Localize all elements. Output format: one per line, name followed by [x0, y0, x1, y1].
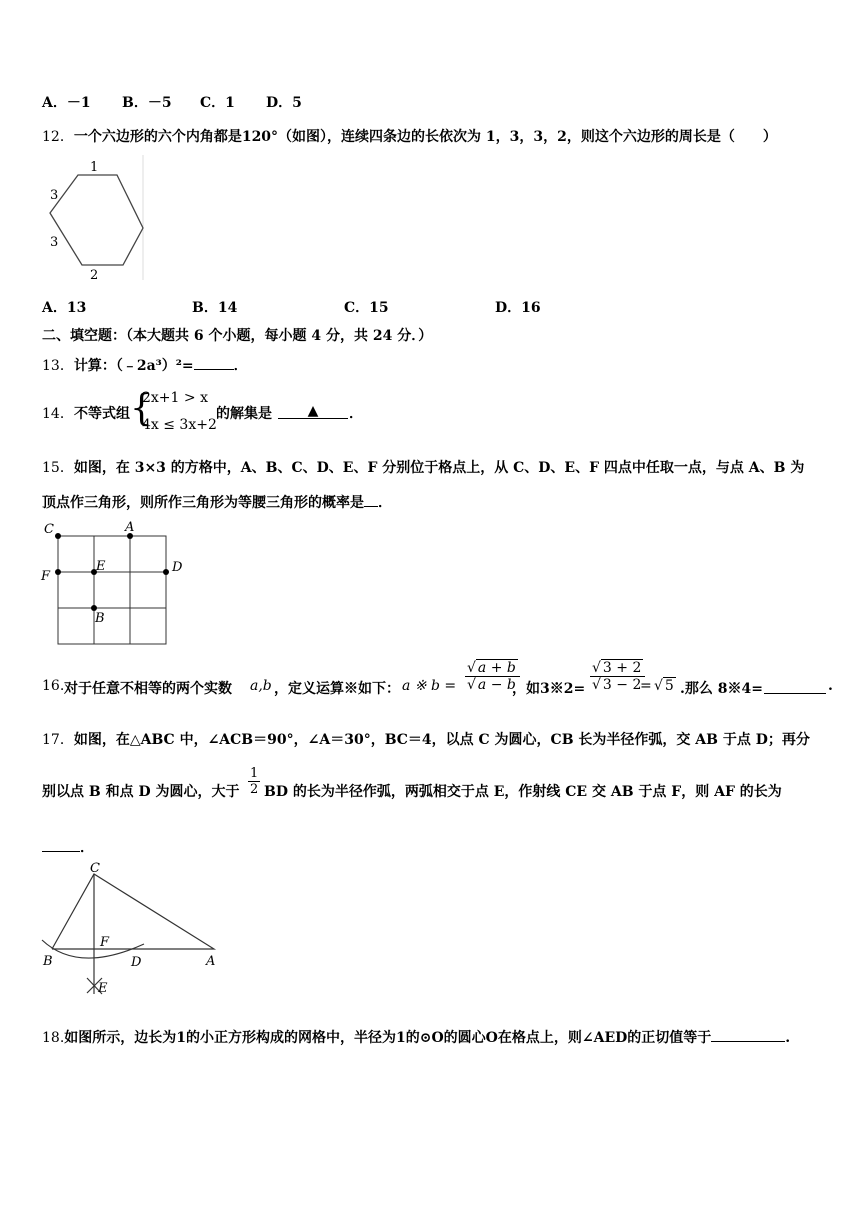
q11-options: [42, 92, 302, 112]
q18-text: 如图所示，边长为1的小正方形构成的网格中，半径为1的⊙O的圆心O在格点上，则∠AED的正切值等于: [64, 1030, 712, 1046]
q13-answer-blank[interactable]: [194, 354, 234, 370]
triangle-abc: [52, 874, 214, 949]
q12-options: [42, 297, 541, 317]
hexagon-label-upper-left: 3: [50, 188, 59, 203]
q16-ex-den: 3 − 2: [602, 677, 642, 693]
q17-end: ．: [80, 840, 94, 856]
q12-hexagon-figure: [40, 155, 146, 280]
label-f: F: [100, 935, 110, 950]
q13-text: 计算：（﹣2a³）²=: [73, 358, 194, 374]
q17-number: 17．: [42, 732, 74, 748]
q12-option-b: B．14: [192, 300, 238, 316]
q12-option-a: A．13: [42, 300, 87, 316]
q16-text-b: ，定义运算※如下：: [274, 681, 400, 697]
label-a: A: [206, 954, 216, 969]
q15-text-2: 顶点作三角形，则所作三角形为等腰三角形的概率是: [42, 495, 364, 511]
q13-end: ．: [233, 358, 248, 374]
label-c: C: [44, 522, 54, 537]
q18-answer-blank[interactable]: [711, 1026, 785, 1042]
label-d: D: [131, 955, 142, 970]
q14-number: 14．: [42, 406, 74, 422]
q15-answer-blank[interactable]: [364, 491, 378, 507]
point-c: [55, 533, 61, 539]
q16-example-fraction: $\frac{√ 3 + 2}{√ 3 - 2}$: [590, 660, 645, 693]
q18-end: .: [785, 1030, 791, 1046]
q16-question: [42, 660, 842, 712]
q14-end: ．: [349, 406, 363, 422]
q17-triangle-figure: [38, 862, 228, 1002]
q16-ex-result: 5: [664, 678, 674, 694]
q12-option-d: D．16: [495, 300, 541, 316]
q11-option-b: B．－5: [122, 95, 172, 111]
q12-option-c: C．15: [344, 300, 389, 316]
q17-text-2a: 别以点 B 和点 D 为圆心，大于: [42, 784, 240, 800]
q14-prefix: 不等式组: [74, 406, 130, 422]
q15-grid-figure: [38, 518, 188, 648]
q15-line2: [42, 491, 392, 512]
q17-text-2b: BD 的长为半径作弧，两弧相交于点 E，作射线 CE 交 AB 于点 F，则 AF 的长为: [264, 784, 782, 800]
q17-fraction: [248, 766, 260, 797]
q14-brace: {: [130, 388, 153, 429]
hexagon-shape: [50, 175, 143, 265]
label-e: E: [96, 559, 106, 574]
grid-lines: [58, 536, 166, 644]
label-b: B: [43, 954, 53, 969]
q14-suffix: 的解集是: [216, 406, 272, 422]
q17-frac-den: 2: [250, 782, 259, 797]
label-c: C: [90, 862, 100, 876]
q11-option-a: A．－1: [42, 95, 91, 111]
q18-number: 18.: [42, 1030, 65, 1046]
label-b: B: [95, 611, 105, 626]
label-e: E: [98, 981, 108, 996]
q16-text-d: .那么 8※4=: [680, 681, 763, 697]
q16-vars: a,b: [250, 678, 272, 694]
q16-number: 16.: [42, 678, 65, 694]
q16-def-fraction: $\frac{√ a + b}{√ a - b}$: [465, 660, 520, 693]
q11-option-c: C．1: [200, 95, 235, 111]
q16-def-lhs: a ※ b =: [402, 678, 457, 694]
q16-result: √ 5: [654, 678, 674, 694]
q16-end: .: [828, 678, 833, 694]
q17-answer-blank[interactable]: [42, 836, 80, 852]
q17-frac-num: 1: [250, 766, 259, 781]
q14-blank-mark: ▲: [307, 403, 319, 419]
q16-text-c: ，如3※2=: [512, 681, 586, 697]
q11-option-d: D．5: [266, 95, 302, 111]
hexagon-label-lower-left: 3: [50, 235, 59, 250]
q15-text-1: 如图，在 3×3 的方格中，A、B、C、D、E、F 分别位于格点上，从 C、D、E、F 四点中任取一点，与点 A、B 为: [73, 460, 805, 476]
q13-number: 13．: [42, 358, 74, 374]
q12-question: [42, 126, 777, 146]
q12-number: 12．: [42, 129, 74, 145]
label-a: A: [125, 520, 135, 535]
q16-def-num: a + b: [477, 660, 516, 676]
hexagon-label-bottom: 2: [90, 268, 99, 280]
q16-eq: =: [640, 678, 652, 694]
label-f: F: [41, 569, 51, 584]
q14-answer-blank[interactable]: [278, 403, 348, 419]
q18-question: [42, 1026, 790, 1047]
q15-line1: [42, 457, 804, 477]
q15-end: ．: [378, 495, 392, 511]
q17-line3: [42, 836, 94, 857]
q16-text-a: 对于任意不相等的两个实数: [64, 681, 232, 697]
q13-question: [42, 354, 248, 375]
q17-text-1: 如图，在△ABC 中，∠ACB＝90°，∠A＝30°，BC＝4，以点 C 为圆心，CB 长为半径作弧，交 AB 于点 D；再分: [73, 732, 810, 748]
point-d: [163, 569, 169, 575]
label-d: D: [172, 560, 183, 575]
hexagon-label-top: 1: [90, 160, 99, 175]
q14-ineq-2: 4x ≤ 3x+2: [142, 417, 217, 433]
q14-ineq-1: 2x+1 > x: [142, 390, 208, 406]
q16-ex-num: 3 + 2: [602, 660, 642, 676]
q12-text: 一个六边形的六个内角都是120°（如图），连续四条边的长依次为 1，3，3，2，则这个六边形的周长是（ ）: [73, 129, 777, 145]
section-2-title: 二、填空题：（本大题共 6 个小题，每小题 4 分，共 24 分．）: [42, 328, 433, 344]
q15-number: 15．: [42, 460, 74, 476]
q17-line1: [42, 729, 810, 749]
point-f: [55, 569, 61, 575]
q16-answer-blank[interactable]: [764, 678, 826, 694]
q16-def-den: a − b: [477, 677, 516, 693]
